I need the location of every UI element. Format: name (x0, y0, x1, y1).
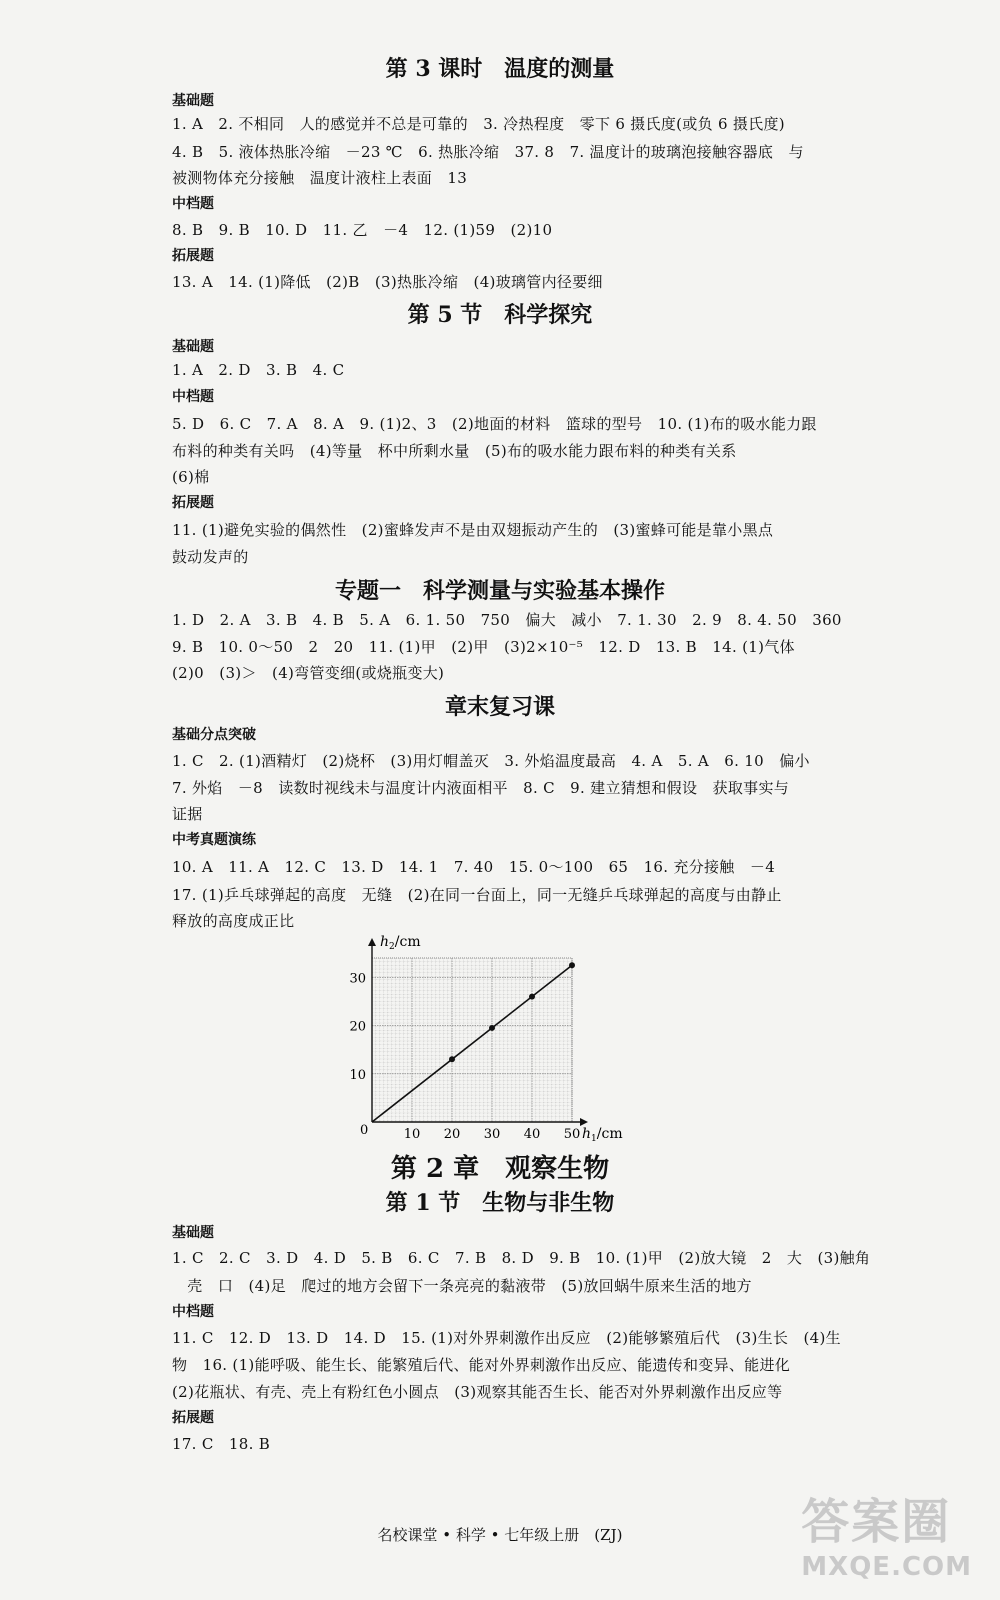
answer-line: 物 16. (1)能呼吸、能生长、能繁殖后代、能对外界刺激作出反应、能遗传和变异、能进化 (172, 1356, 791, 1374)
section-title: 第 3 课时 温度的测量 (385, 56, 615, 82)
x-axis-label: $h_1/cm$ (582, 1126, 623, 1144)
subheading: 中档题 (172, 1304, 214, 1320)
x-tick-label: 40 (523, 1127, 541, 1142)
answer-line: 证据 (172, 805, 203, 823)
section-title: 专题一 科学测量与实验基本操作 (334, 578, 665, 604)
data-point (529, 994, 535, 1000)
watermark-logo-text: 答案圈 (801, 1494, 952, 1550)
subheading: 基础题 (172, 339, 214, 355)
answer-line: (6)棉 (172, 468, 210, 486)
answer-line: 11. (1)避免实验的偶然性 (2)蜜蜂发声不是由双翅振动产生的 (3)蜜蜂可能是靠小黑点 (172, 521, 774, 539)
subheading: 拓展题 (172, 1410, 214, 1426)
grid-area (372, 958, 572, 1122)
answer-line: 布料的种类有关吗 (4)等量 杯中所剩水量 (5)布的吸水能力跟布料的种类有关系 (172, 442, 737, 460)
answer-line: (2)花瓶状、有壳、壳上有粉红色小圆点 (3)观察其能否生长、能否对外界刺激作出反应等 (172, 1383, 783, 1401)
answer-line: 1. D 2. A 3. B 4. B 5. A 6. 1. 50 750 偏大 减小 7. 1. 30 2. 9 8. 4. 50 360 (172, 611, 842, 629)
section-title: 第 5 节 科学探究 (407, 302, 593, 328)
subheading: 中档题 (172, 196, 214, 212)
y-tick-label: 20 (349, 1019, 366, 1035)
answer-line: 17. C 18. B (172, 1435, 271, 1453)
subheading: 基础分点突破 (172, 727, 256, 743)
h2-vs-h1-chart (340, 926, 640, 1146)
answer-line: 11. C 12. D 13. D 14. D 15. (1)对外界刺激作出反应 (2)能够繁殖后代 (3)生长 (4)生 (172, 1329, 841, 1347)
x-tick-label: 30 (483, 1127, 501, 1142)
subheading: 基础题 (172, 1225, 214, 1241)
page-footer: 名校课堂 • 科学 • 七年级上册 (ZJ) (377, 1526, 623, 1544)
answer-line: 7. 外焰 －8 读数时视线未与温度计内液面相平 8. C 9. 建立猜想和假设 获取事实与 (172, 779, 790, 797)
answer-line: 鼓动发声的 (172, 548, 249, 566)
y-axis-label: $h_2/cm$ (380, 934, 421, 952)
subheading: 中档题 (172, 389, 214, 405)
chapter-title: 第 2 章 观察生物 (390, 1154, 610, 1184)
answer-line: 10. A 11. A 12. C 13. D 14. 1 7. 40 15. 0～100 65 16. 充分接触 －4 (172, 858, 776, 876)
answer-line: 被测物体充分接触 温度计液柱上表面 13 (172, 169, 468, 187)
section-title: 章末复习课 (444, 694, 555, 720)
answer-line: 9. B 10. 0～50 2 20 11. (1)甲 (2)甲 (3)2×10⁻⁵ 12. D 13. B 14. (1)气体 (172, 638, 795, 656)
x-tick-label: 50 (563, 1127, 581, 1142)
answer-line: 1. C 2. (1)酒精灯 (2)烧杯 (3)用灯帽盖灭 3. 外焰温度最高 4. A 5. A 6. 10 偏小 (172, 752, 810, 770)
answer-line: 释放的高度成正比 (172, 912, 295, 930)
answer-line: 5. D 6. C 7. A 8. A 9. (1)2、3 (2)地面的材料 篮球的型号 10. (1)布的吸水能力跟 (172, 415, 817, 433)
section-title: 第 1 节 生物与非生物 (385, 1190, 615, 1216)
data-point (449, 1056, 455, 1062)
x-tick-label: 10 (403, 1127, 421, 1142)
subheading: 拓展题 (172, 248, 214, 264)
answer-line: (2)0 (3)＞ (4)弯管变细(或烧瓶变大) (172, 664, 445, 682)
subheading: 拓展题 (172, 495, 214, 511)
y-tick-label: 30 (349, 971, 366, 987)
subheading: 中考真题演练 (172, 832, 256, 848)
answer-line: 8. B 9. B 10. D 11. 乙 －4 12. (1)59 (2)10 (172, 221, 553, 239)
subheading: 基础题 (172, 93, 214, 109)
x-axis-arrow (580, 1118, 588, 1126)
y-axis-arrow (368, 938, 376, 946)
origin-label: 0 (360, 1123, 369, 1138)
data-point (569, 962, 575, 968)
answer-line: 1. C 2. C 3. D 4. D 5. B 6. C 7. B 8. D 9. B 10. (1)甲 (2)放大镜 2 大 (3)触角 (172, 1249, 871, 1267)
answer-line: 17. (1)乒乓球弹起的高度 无缝 (2)在同一台面上，同一无缝乒乓球弹起的高度与由静止 (172, 886, 782, 904)
y-tick-label: 10 (349, 1067, 366, 1083)
watermark (801, 1483, 972, 1582)
answer-line: 4. B 5. 液体热胀冷缩 －23 ℃ 6. 热胀冷缩 37. 8 7. 温度计的玻璃泡接触容器底 与 (172, 143, 804, 161)
x-tick-label: 20 (443, 1127, 461, 1142)
answer-line: 1. A 2. 不相同 人的感觉并不总是可靠的 3. 冷热程度 零下 6 摄氏度(或负 6 摄氏度) (172, 115, 785, 133)
answer-line: 13. A 14. (1)降低 (2)B (3)热胀冷缩 (4)玻璃管内径要细 (172, 273, 603, 291)
data-point (489, 1025, 495, 1031)
answer-line: 壳 口 (4)足 爬过的地方会留下一条亮亮的黏液带 (5)放回蜗牛原来生活的地方 (172, 1277, 752, 1295)
watermark-url: MXQE.COM (801, 1552, 972, 1582)
answer-line: 1. A 2. D 3. B 4. C (172, 361, 345, 379)
